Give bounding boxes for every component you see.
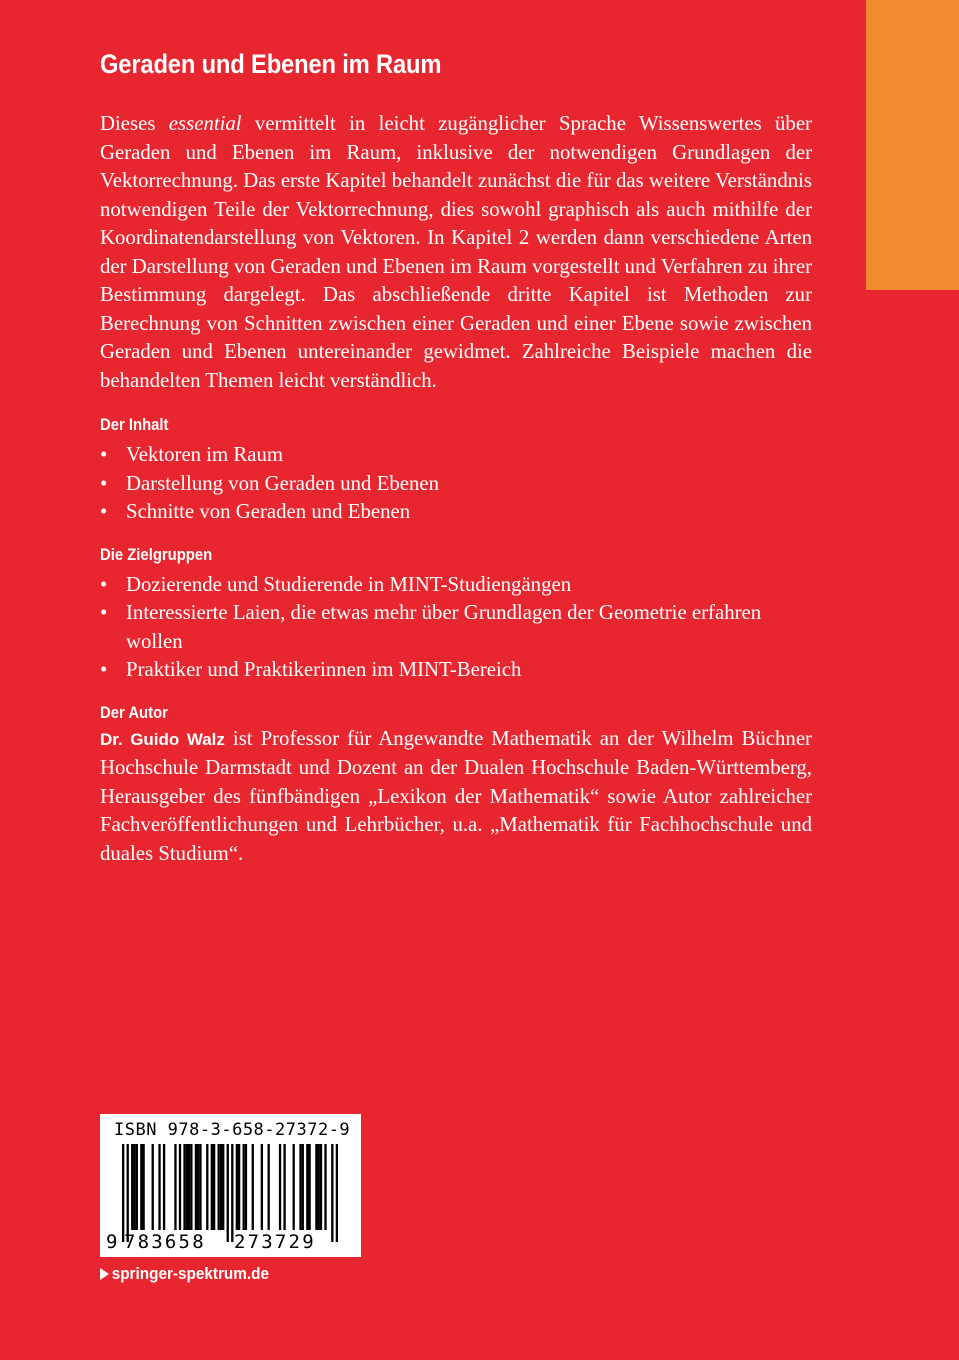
barcode-bar [245, 1144, 247, 1230]
barcode-bar [268, 1144, 270, 1230]
description-rest: vermittelt in leicht zugänglicher Sprache Wissenswertes über Geraden und Ebenen im Raum, inklusive der notwendigen Grundlagen der Vektorrechnung. Das erste Kapitel behandelt zunächst die für das weitere Verständnis notwendigen Teile der Vektorrechnung, dies sowohl graphisch als auch mithilfe der Koordinatendarstellung von Vektoren. In Kapitel 2 werden dann verschiedene Arten der Darstellung von Geraden und Ebenen im Raum vorgestellt und Verfahren zu ihrer Bestimmung dargelegt. Das abschließende dritte Kapitel ist Methoden zur Berechnung von Schnitten zwischen einer Geraden und einer Ebene sowie zwischen Geraden und Ebenen untereinander gewidmet. Zahlreiche Beispiele machen die behandelten Themen leicht verständlich. [100, 112, 812, 392]
description-paragraph [100, 110, 812, 395]
list-item-text: Interessierte Laien, die etwas mehr über Grundlagen der Geometrie erfahren wollen [126, 601, 762, 653]
ean-first-digit: 9 [106, 1231, 118, 1253]
barcode-bar [315, 1144, 317, 1230]
barcode-bar [261, 1144, 263, 1230]
author-paragraph [100, 725, 812, 869]
barcode-bar [136, 1144, 138, 1230]
barcode-bar [217, 1144, 219, 1230]
barcode-bar [318, 1144, 320, 1230]
barcode-bar [302, 1144, 304, 1230]
list-item [100, 571, 812, 600]
ean-digits [100, 1231, 361, 1255]
barcode-bar [163, 1144, 165, 1230]
publisher-text: springer-spektrum.de [111, 1264, 269, 1283]
barcode-bar [122, 1144, 124, 1242]
section-heading-zielgruppen: Die Zielgruppen [100, 545, 213, 564]
barcode-bar [199, 1144, 201, 1230]
inhalt-list [100, 441, 812, 527]
list-item-text: Schnitte von Geraden und Ebenen [126, 500, 411, 523]
barcode-bar [188, 1144, 190, 1230]
barcode-bar [152, 1144, 154, 1230]
barcode-bars [122, 1144, 338, 1242]
list-item [100, 656, 812, 685]
barcode-bar [220, 1144, 222, 1230]
orange-accent-tab [866, 0, 959, 290]
barcode-bar [158, 1144, 160, 1230]
barcode-bar [252, 1144, 254, 1230]
barcode-bar [299, 1144, 301, 1230]
barcode-bar [131, 1144, 133, 1230]
bullet-icon: • [100, 601, 108, 624]
barcode-bar [197, 1144, 199, 1230]
barcode-bar [211, 1144, 213, 1230]
list-item-text: Vektoren im Raum [126, 443, 284, 466]
barcode-bar [140, 1144, 142, 1230]
barcode-bar [142, 1144, 144, 1230]
book-title: Geraden und Ebenen im Raum [100, 49, 442, 79]
description-start: Dieses [100, 112, 169, 135]
bullet-icon: • [100, 500, 108, 523]
barcode-bar [206, 1144, 208, 1230]
barcode-bar [306, 1144, 308, 1230]
bullet-icon: • [100, 443, 108, 466]
barcode-bar [283, 1144, 285, 1230]
barcode-bar [222, 1144, 224, 1230]
barcode-bar [227, 1144, 229, 1242]
list-item-text: Praktiker und Praktikerinnen im MINT-Bereich [126, 658, 522, 681]
list-item [100, 599, 812, 656]
barcode-bar [279, 1144, 281, 1230]
barcode-bar [186, 1144, 188, 1230]
isbn-label: ISBN 978-3-658-27372-9 [114, 1120, 351, 1140]
barcode-bar [336, 1144, 338, 1242]
barcode-bar [308, 1144, 310, 1230]
barcode-bar [213, 1144, 215, 1230]
barcode-bar [320, 1144, 322, 1230]
barcode-bar [324, 1144, 326, 1230]
barcode-bar [238, 1144, 240, 1230]
section-heading-autor: Der Autor [100, 703, 168, 722]
barcode-bar [179, 1144, 181, 1230]
barcode-bar [293, 1144, 295, 1230]
zielgruppen-list [100, 571, 812, 685]
barcode-bar [133, 1144, 135, 1230]
list-item-text: Darstellung von Geraden und Ebenen [126, 471, 440, 495]
section-heading-inhalt: Der Inhalt [100, 416, 169, 434]
barcode-bar [195, 1144, 197, 1230]
publisher-link[interactable] [100, 1262, 269, 1286]
ean-right-group: 273729 [234, 1231, 316, 1253]
barcode-bar [331, 1144, 333, 1242]
barcode-bar [174, 1144, 176, 1230]
isbn-barcode [100, 1114, 361, 1257]
barcode-bar [183, 1144, 185, 1230]
description-emphasis: essential [168, 112, 242, 135]
list-item [100, 470, 812, 499]
arrow-right-icon [100, 1268, 109, 1280]
bullet-icon: • [100, 658, 108, 681]
author-name: Dr. Guido Walz [100, 729, 225, 749]
barcode-bar [127, 1144, 129, 1242]
back-cover-content [100, 110, 812, 868]
list-item-text: Dozierende und Studierende in MINT-Studiengängen [126, 572, 572, 596]
list-item [100, 441, 812, 470]
barcode-bar [190, 1144, 192, 1230]
bullet-icon: • [100, 572, 108, 596]
author-bio: ist Professor für Angewandte Mathematik an der Wilhelm Büchner Hochschule Darmstadt und Dozent an der Dualen Hochschule Baden-Württemberg, Herausgeber des fünfbändigen „Lexikon der Mathematik“ sowie Autor zahlreicher Fachveröffentlichungen und Lehrbücher, u.a. „Mathematik für Fachhochschule und duales Studium“. [100, 726, 812, 865]
bullet-icon: • [100, 471, 108, 495]
barcode-bar [231, 1144, 233, 1242]
ean-left-group: 783658 [124, 1231, 206, 1253]
list-item [100, 498, 812, 527]
barcode-bar [243, 1144, 245, 1230]
barcode-bar [236, 1144, 238, 1230]
